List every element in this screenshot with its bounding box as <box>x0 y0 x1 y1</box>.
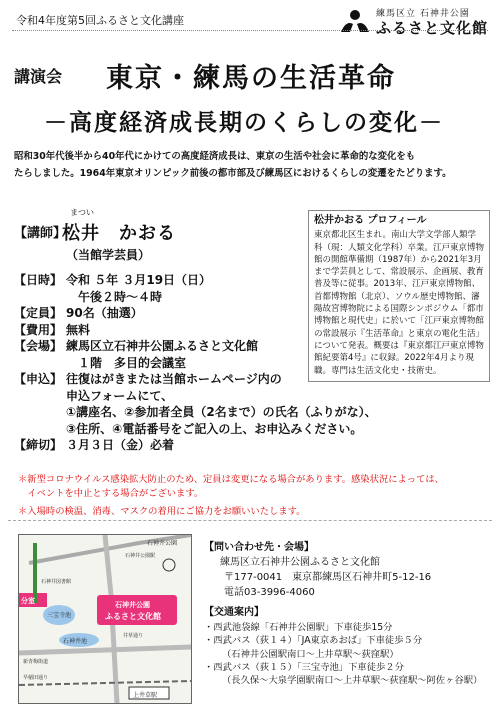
detail-value: 無料 <box>66 322 91 337</box>
notice-line: イベントを中止とする場合がございます。 <box>18 488 204 499</box>
notice-line: ＊入場時の検温、消毒、マスクの着用にご協力をお願いいたします。 <box>18 506 306 517</box>
lecturer-ruby: まつい <box>70 208 94 217</box>
lecture-subtitle: －高度経済成長期のくらしの変化－ <box>44 110 444 136</box>
notices <box>18 473 484 519</box>
access-map <box>18 534 192 704</box>
logo <box>338 6 488 36</box>
detail-label: 【締切】 <box>14 438 63 452</box>
detail-row-apply <box>14 371 377 437</box>
detail-label: 【会場】 <box>14 339 63 353</box>
logo-org: 練馬区立 石神井公園 <box>376 9 470 19</box>
detail-value: ①講座名、②参加者全員（2名まで）の氏名（ふりがな）、 <box>66 405 377 419</box>
contact-tel: 電話03-3996-4060 <box>224 587 315 598</box>
detail-value: 往復はがきまたは当館ホームページ内の <box>66 372 282 386</box>
detail-label: 【申込】 <box>14 372 63 386</box>
notice-line: ＊新型コロナウイルス感染拡大防止のため、定員は変更になる場合があります。感染状況によっては、 <box>18 474 444 485</box>
map-label: 分室 <box>21 597 35 605</box>
lecturer-name: 松井 かおる <box>62 223 176 244</box>
map-label: 石神井公園駅 <box>125 553 156 559</box>
access-line: （石神井公園駅南口～上井草駅～荻窪駅） <box>222 648 399 660</box>
detail-value: 令和 ５年 ３月19日（日） <box>66 273 212 287</box>
profile-title: 松井かおる プロフィール <box>314 215 427 226</box>
series-title: 令和4年度第5回ふるさと文化講座 <box>16 14 184 27</box>
lecturer-label: 【講師】 <box>14 226 67 241</box>
access-info <box>204 606 494 687</box>
contact-name: 練馬区立石神井公園ふるさと文化館 <box>220 557 380 568</box>
profile-text: 東京都北区生まれ。南山大学文学部人類学科（現：人類文化学科）卒業。江戸東京博物館の開館準備期（1987年）から2021年3月まで学芸員として、常設展示、企画展、教育普及等に従事。2013年、江戸東京博物館、首都博物館（北京）、ソウル歴史博物館、瀋陽故宮博物院による国際シンポジウム「都市博物館と現代史」に於いて「江戸東京博物館の常設展示『生活革命』と東京の電化生活」について発表。概要は『東京都江戸東京博物館紀要第4号』に収録。2022年4月より現職。専門は生活文化史・技術史。 <box>314 230 485 376</box>
event-details <box>14 272 377 454</box>
detail-label: 【定員】 <box>14 306 63 320</box>
detail-label: 【日時】 <box>14 273 63 287</box>
access-line: ・西武バス（荻１５）「三宝寺池」下車徒歩２分 <box>204 661 404 673</box>
access-line: ・西武池袋線「石神井公園駅」下車徒歩15分 <box>204 622 393 634</box>
detail-value: 90名（抽選） <box>66 306 143 320</box>
detail-value: ３月３日（金）必着 <box>66 438 175 452</box>
logo-name: ふるさと文化館 <box>376 19 489 37</box>
map-label: 早稲田通り <box>23 675 49 681</box>
detail-row-fee <box>14 322 314 339</box>
map-label: 石神井公園 <box>147 540 178 547</box>
detail-row-venue <box>14 338 314 371</box>
map-label: 石神井公園 <box>115 601 150 609</box>
detail-value: 申込フォームにて、 <box>66 388 174 403</box>
map-label: 井草通り <box>123 633 144 639</box>
detail-value: 午後２時～４時 <box>78 289 163 304</box>
profile-box <box>308 210 490 382</box>
map-label: 上井草駅 <box>133 692 158 699</box>
detail-value: １階 多目的会議室 <box>78 355 187 370</box>
intro-line: たらしました。1964年東京オリンピック前後の都市部及び練馬区におけるくらしの変遷をたどります。 <box>14 168 452 179</box>
detail-row-capacity <box>14 305 314 322</box>
lecture-label: 講演会 <box>14 67 63 86</box>
detail-row-datetime <box>14 272 314 305</box>
lecture-title: 東京・練馬の生活革命 <box>106 63 396 94</box>
intro-line: 昭和30年代後半から40年代にかけての高度経済成長は、東京の生活や社会に革命的な変化をも <box>14 151 416 162</box>
header-divider <box>12 30 488 31</box>
map-label: 三宝寺池 <box>47 612 72 619</box>
detail-value: 練馬区立石神井公園ふるさと文化館 <box>66 339 259 353</box>
detail-label: 【費用】 <box>14 322 63 337</box>
section-divider <box>8 520 492 521</box>
lecturer-role: （当館学芸員） <box>66 248 151 262</box>
map-label: 石神井図書館 <box>41 579 72 585</box>
detail-value: ③住所、④電話番号をご記入の上、お申込みください。 <box>66 421 363 436</box>
map-label: 石神井池 <box>63 638 88 645</box>
contact-address: 〒177-0041 東京都練馬区石神井町5-12-16 <box>224 572 432 583</box>
access-head: 【交通案内】 <box>204 607 264 618</box>
access-line: ・西武バス（荻１４）「JA東京あおば」下車徒歩５分 <box>204 635 423 647</box>
access-line: （長久保～大泉学園駅南口～上井草駅～荻窪駅～阿佐ヶ谷駅） <box>222 675 483 687</box>
map-label: 新青梅街道 <box>23 659 49 665</box>
detail-row-deadline <box>14 437 314 454</box>
contact-info <box>204 540 494 600</box>
map-graphic <box>19 535 191 703</box>
contact-head: 【問い合わせ先・会場】 <box>204 542 314 553</box>
lecture-intro <box>14 148 484 182</box>
map-label: ふるさと文化館 <box>105 612 161 621</box>
